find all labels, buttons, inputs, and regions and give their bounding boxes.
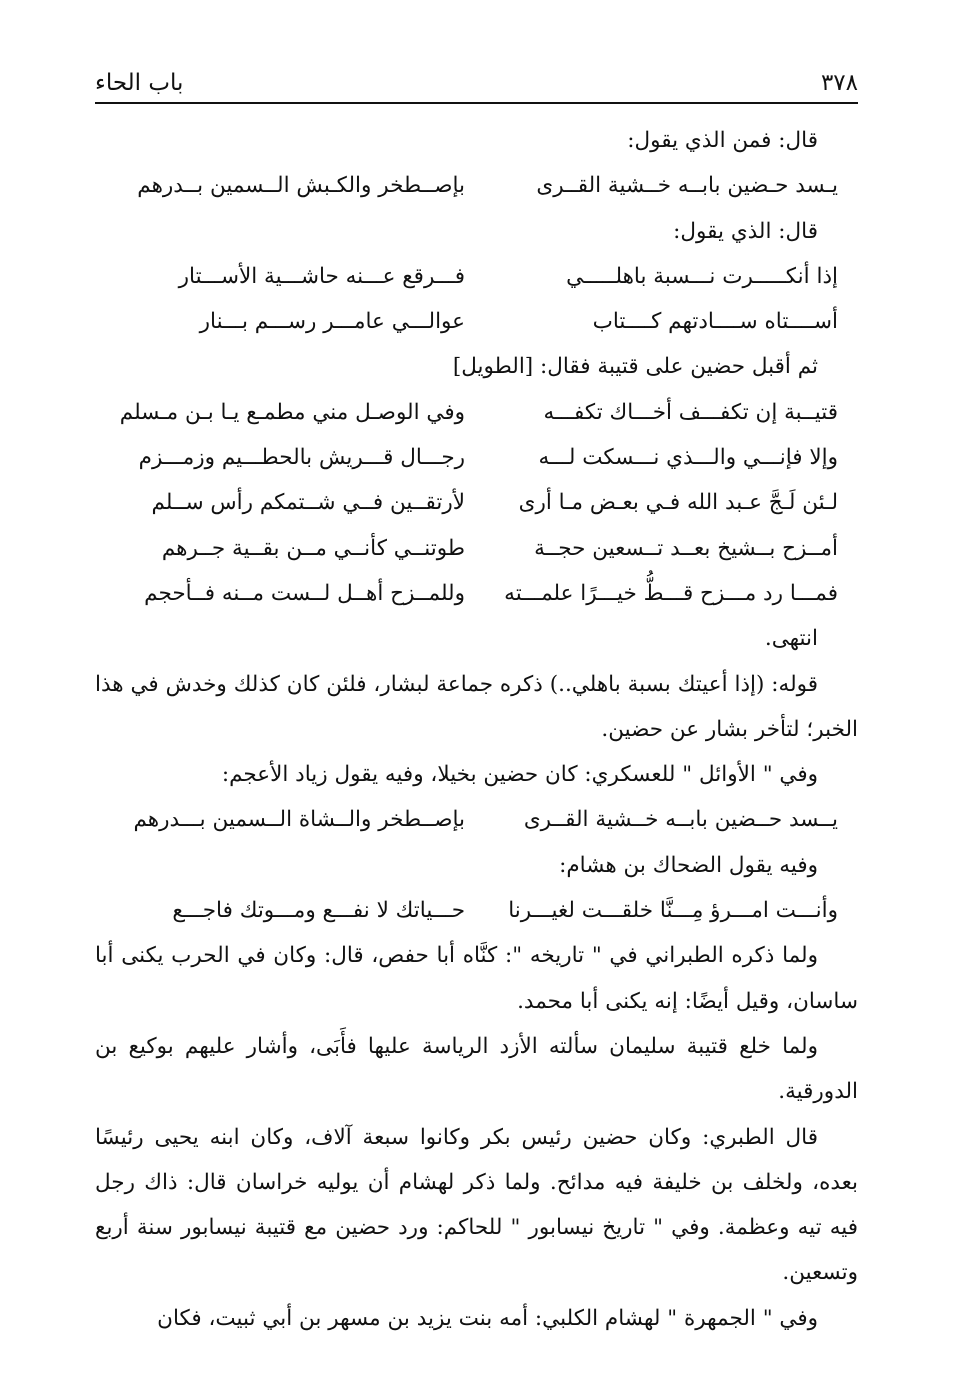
text-line: ثم أقبل حضين على قتيبة فقال: [الطويل] (452, 354, 818, 380)
verse-second-half: بإصــطخر والكـبش الــسمين بــدرهم (137, 173, 465, 199)
text-line: قال: فمن الذي يقول: (627, 128, 818, 153)
verse-line (95, 526, 858, 571)
verse-first-half: فمـــا رد مـــزح قـــطُّ خيـــرًا علمـــته (504, 580, 838, 606)
verse-line (95, 480, 858, 525)
verse-line (95, 163, 858, 208)
verse-first-half: أســــتاه ســــادتهم كــــتاب (592, 309, 838, 335)
header-rule (95, 102, 858, 104)
chapter-title: باب الحاء (95, 70, 184, 96)
verse-first-half: يــسد حــضين بابــه خــشية القــرى (523, 807, 838, 833)
verse-line (95, 888, 858, 933)
verse-second-half: بإصــطخر والــشاة الــسمين بـــدرهم (133, 807, 465, 833)
verse-first-half: إذا أنكـــــرت نـــسبة باهلـــــي (566, 263, 838, 289)
verse-second-half: لأرتقــين فــي شــتمكم رأس ســلم (151, 490, 465, 516)
verse-first-half: قتيــبة إن تكفـــف أخـــاك تكفـــه (543, 399, 838, 425)
verse-line (95, 254, 858, 299)
text-line: قال: الذي يقول: (673, 218, 818, 244)
text-line: انتهى. (764, 626, 818, 652)
verse-first-half: أمــزح بــشيخ بعــد تــسعين حجــة (534, 535, 838, 561)
verse-second-half: فـــرقع عـــنه حاشـــية الأســـتار (178, 263, 465, 289)
verse-first-half: لـئن لَـجَّ عـبد الله فـي بعـض مـا أرى (518, 490, 838, 516)
running-header (95, 62, 858, 96)
verse-first-half: وأنـــت امـــرؤ مِـــنَّا خلقـــت لغيـــرنا (508, 898, 838, 924)
verse-second-half: وفي الوصـل مني مطمـع يـا بـن مـسلم (119, 399, 465, 425)
text-line: وفي " الأوائل " للعسكري: كان حضين بخيلا، وفيه يقول زياد الأعجم: (221, 762, 818, 788)
page-body (95, 118, 858, 1341)
paragraph: قال الطبري: وكان حضين رئيس بكر وكانوا سبعة آلاف، وكان ابنه يحيى رئيسًا بعده، ولخلف بن خليفة فيه مدائح. ولما ذكر لهشام أن يوليه خراسان قال: ذاك رجل فيه تيه وعظمة. وفي " تاريخ نيسابور " للحاكم: ورد حضين مع قتيبة نيسابور سنة أربع وتسعين. (95, 1124, 858, 1286)
paragraph: ولما ذكره الطبراني في " تاريخه ": كنَّاه أبا حفص، قال: وكان في الحرب يكنى أبا ساسان، وقيل أيضًا: إنه يكنى أبا محمد. (95, 943, 858, 1014)
paragraph: وفي " الجمهرة " لهشام الكلبي: أمه بنت يزيد بن مسهر بن أبي ثبيت، فكان (157, 1305, 818, 1331)
verse-second-half: عوالـــي عامـــر رســـم بـــنار (199, 309, 465, 335)
text-line: وفيه يقول الضحاك بن هشام: (559, 852, 818, 878)
paragraph: ولما خلع قتيبة سليمان سألته الأزد الرياسة عليها فأَبَى، وأشار عليهم بوكيع بن الدورقية. (95, 1033, 858, 1105)
verse-line (95, 435, 858, 480)
verse-line (95, 571, 858, 616)
verse-line (95, 797, 858, 842)
verse-second-half: وللمــزح أهــل لــست مــنه فــأحجم (144, 580, 465, 606)
verse-second-half: رجـــال قـــريش بالحطـــيم وزمـــزم (138, 445, 465, 471)
verse-second-half: طوتنــي كأنــي مــن بقــية جــرهم (161, 535, 465, 561)
verse-first-half: وإلا فإنـــي والـــذي نـــسكت لـــه (538, 445, 838, 471)
verse-line (95, 390, 858, 435)
paragraph: قوله: (إذا أعيتك بسبة باهلي..) ذكره جماعة لبشار، فلئن كان كذلك وخدش في هذا الخبر؛ لتأخر بشار عن حضين. (95, 671, 858, 742)
page-number: ٣٧٨ (820, 70, 858, 96)
verse-second-half: حـــياتك لا نفـــع ومـــوتك فاجـــع (172, 898, 465, 924)
verse-line (95, 299, 858, 344)
verse-first-half: يـسد حـضين بابــه خــشية القــرى (536, 173, 838, 199)
